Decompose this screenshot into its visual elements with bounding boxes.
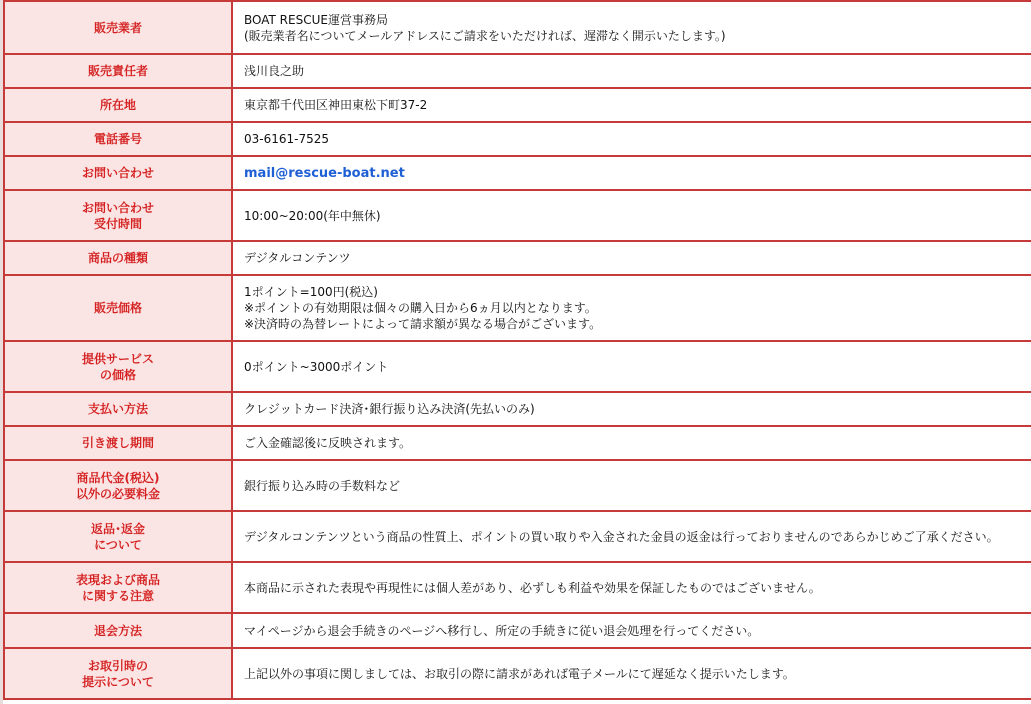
table-row-seller (5, 2, 1031, 55)
contact-email-link[interactable]: mail@rescue-boat.net (244, 165, 405, 181)
table-row-delivery-period (5, 427, 1031, 461)
row-value: クレジットカード決済･銀行振り込み決済(先払いのみ) (233, 393, 1031, 427)
row-value: 03-6161-7525 (233, 123, 1031, 157)
table-row-product-type (5, 242, 1031, 276)
table-row-additional-fees (5, 461, 1031, 512)
table-row-expression-notice (5, 563, 1031, 614)
row-label: 商品代金(税込) 以外の必要料金 (5, 461, 233, 512)
row-label: 提供サービス の価格 (5, 342, 233, 393)
row-label: お問い合わせ 受付時間 (5, 191, 233, 242)
row-label: 支払い方法 (5, 393, 233, 427)
table-row-price (5, 276, 1031, 342)
row-value: 東京都千代田区神田東松下町37-2 (233, 89, 1031, 123)
row-value: ご入金確認後に反映されます。 (233, 427, 1031, 461)
row-value: 10:00~20:00(年中無休) (233, 191, 1031, 242)
row-label: お問い合わせ (5, 157, 233, 191)
row-value: デジタルコンテンツという商品の性質上、ポイントの買い取りや入金された金員の返金は行っておりませんのであらかじめご了承ください。 (233, 512, 1031, 563)
table-row-withdrawal-method (5, 614, 1031, 649)
row-value: マイページから退会手続きのページへ移行し、所定の手続きに従い退会処理を行ってください。 (233, 614, 1031, 649)
table-row-contact (5, 157, 1031, 191)
row-label: 商品の種類 (5, 242, 233, 276)
table-row-responsible-person (5, 55, 1031, 89)
table-row-service-price (5, 342, 1031, 393)
row-label: お取引時の 提示について (5, 649, 233, 700)
row-label: 販売責任者 (5, 55, 233, 89)
row-label: 返品･返金 について (5, 512, 233, 563)
row-label: 退会方法 (5, 614, 233, 649)
table-row-refund-policy (5, 512, 1031, 563)
table-row-address (5, 89, 1031, 123)
legal-notice-page (3, 0, 1031, 704)
row-label: 表現および商品 に関する注意 (5, 563, 233, 614)
commercial-transactions-table (3, 0, 1031, 700)
row-label: 電話番号 (5, 123, 233, 157)
row-label: 販売業者 (5, 2, 233, 55)
table-row-contact-hours (5, 191, 1031, 242)
row-label: 所在地 (5, 89, 233, 123)
row-value: デジタルコンテンツ (233, 242, 1031, 276)
row-value: 浅川良之助 (233, 55, 1031, 89)
row-label: 販売価格 (5, 276, 233, 342)
row-value: 上記以外の事項に関しましては、お取引の際に請求があれば電子メールにて遅延なく提示いたします。 (233, 649, 1031, 700)
row-value: 銀行振り込み時の手数料など (233, 461, 1031, 512)
row-value: BOAT RESCUE運営事務局 (販売業者名についてメールアドレスにご請求をいただければ、遅滞なく開示いたします。) (233, 2, 1031, 55)
table-row-payment-method (5, 393, 1031, 427)
table-row-disclosure (5, 649, 1031, 700)
row-label: 引き渡し期間 (5, 427, 233, 461)
row-value: 1ポイント=100円(税込) ※ポイントの有効期限は個々の購入日から6ヵ月以内となります。 ※決済時の為替レートによって請求額が異なる場合がございます。 (233, 276, 1031, 342)
row-value (233, 157, 1031, 191)
row-value: 本商品に示された表現や再現性には個人差があり、必ずしも利益や効果を保証したものではございません。 (233, 563, 1031, 614)
table-row-phone (5, 123, 1031, 157)
row-value: 0ポイント~3000ポイント (233, 342, 1031, 393)
